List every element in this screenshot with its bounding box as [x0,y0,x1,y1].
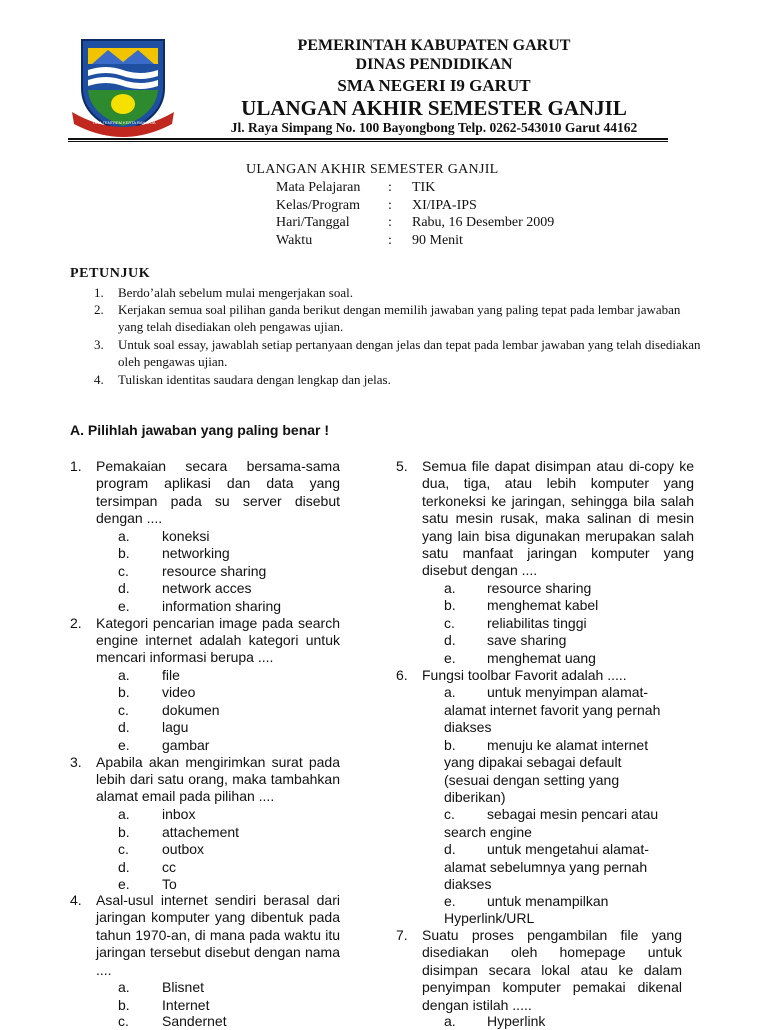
option-letter: c. [118,562,129,579]
option-text: gambar [162,736,210,753]
option-letter: c. [444,614,455,631]
option-letter: c. [444,806,455,822]
question-number: 2. [70,614,82,631]
option-letter: d. [118,858,130,875]
option-letter: e. [444,892,456,909]
question-number: 6. [396,666,408,683]
option-text: Sandernet [162,1013,227,1029]
instruction-text: Berdo’alah sebelum mulai mengerjakan soal. [118,285,354,300]
option-continuation: search engine [444,823,532,840]
question-number: 4. [70,892,82,908]
option-continuation: alamat sebelumnya yang pernah [444,858,648,875]
header-exam-title: ULANGAN AKHIR SEMESTER GANJIL [241,96,627,120]
section-a-title: A. Pilihlah jawaban yang paling benar ! [70,422,330,438]
option-text: untuk menyimpan alamat- [487,684,649,700]
option-text: lagu [162,719,189,735]
question-text: Pemakaian secara bersama-sama program aplikasi dan data yang tersimpan pada su server disebut dengan .... [96,458,340,527]
option-letter: c. [118,701,129,718]
instruction-text: Untuk soal essay, jawablah setiap pertanyaan dengan jelas dan tepat pada lembar jawaban yang telah disediakan oleh pengawas ujian. [118,337,701,369]
option-text: Blisnet [162,979,205,995]
instruction-text: Tuliskan identitas saudara dengan lengkap dan jelas. [118,372,391,387]
header-school: SMA NEGERI I9 GARUT [337,76,531,95]
option-letter: c. [118,841,129,857]
option-text: menghemat uang [487,649,596,666]
header-department: DINAS PENDIDIKAN [355,56,513,73]
info-colon: : [388,197,392,213]
option-text: menghemat kabel [487,597,599,613]
option-text: koneksi [162,527,210,544]
option-text: video [162,684,196,700]
question-text: Asal-usul internet sendiri berasal dari jaringan komputer yang dibentuk pada tahun 1970-an, di mana pada waktu itu jaringan tersebut disebut dengan nama .... [96,892,340,978]
info-value: Rabu, 16 Desember 2009 [412,215,555,230]
instruction-number: 1. [94,285,104,300]
option-continuation: Hyperlink/URL [444,910,535,926]
question-number: 5. [396,458,408,474]
option-letter: b. [118,823,130,840]
option-letter: b. [118,996,130,1013]
info-colon: : [388,180,392,195]
question-number: 3. [70,753,82,770]
option-letter: a. [444,579,456,596]
question-number: 1. [70,458,82,474]
option-text: dokumen [162,701,220,718]
option-letter: a. [444,1013,456,1029]
option-letter: a. [444,684,456,700]
question-number: 7. [396,927,408,943]
option-continuation: diakses [444,876,492,892]
option-text: information sharing [162,597,282,614]
option-text: To [162,876,177,892]
info-label: Mata Pelajaran [276,180,361,195]
option-letter: b. [118,545,130,561]
option-continuation: diakses [444,719,492,735]
option-letter: b. [444,597,456,613]
option-letter: b. [444,736,456,753]
option-letter: d. [118,580,130,596]
option-text: networking [162,545,230,561]
option-text: attachement [162,823,240,840]
option-text: reliabilitas tinggi [487,614,587,631]
option-text: outbox [162,841,205,857]
info-label: Waktu [276,232,313,248]
option-text: untuk menampilkan [487,892,609,909]
option-text: menuju ke alamat internet [487,736,649,753]
logo-motto: TATA TENTREM KERTA RAHARJA [92,120,156,125]
option-letter: a. [118,666,130,683]
option-text: inbox [162,806,196,822]
info-colon: : [388,232,392,248]
option-text: Hyperlink [487,1013,546,1029]
header-address: Jl. Raya Simpang No. 100 Bayongbong Telp. 0262-543010 Garut 44162 [230,120,638,135]
option-letter: e. [118,597,130,614]
option-text: untuk mengetahui alamat- [487,841,649,857]
info-value: 90 Menit [412,232,463,248]
instruction-number: 2. [94,302,104,317]
option-text: sebagai mesin pencari atau [487,806,659,822]
option-text: cc [162,858,176,875]
option-continuation: yang dipakai sebagai default [444,754,622,770]
option-continuation: alamat internet favorit yang pernah [444,701,661,718]
instruction-number: 3. [94,337,104,352]
option-text: resource sharing [487,579,592,596]
instruction-text: Kerjakan semua soal pilihan ganda berikut dengan memilih jawaban yang paling tepat pada lembar jawaban yang telah disediakan oleh pengawas ujian. [118,302,681,334]
question-text: Semua file dapat disimpan atau di-copy ke dua, tiga, atau lebih komputer yang terkoneksi ke jaringan, sehingga bila salah satu mesin rusak, maka salinan di mesin yang lain bisa digunakan merupakan salah satu manfaat jaringan komputer yang disebut dengan .... [422,458,694,579]
option-continuation: (sesuai dengan setting yang [444,771,620,788]
option-continuation: diberikan) [444,789,506,805]
instruction-number: 4. [94,372,104,387]
option-letter: e. [444,649,456,666]
option-letter: d. [444,632,456,648]
info-value: XI/IPA-IPS [412,197,477,213]
question-text: Fungsi toolbar Favorit adalah ..... [422,666,627,683]
question-text: Kategori pencarian image pada search engine internet adalah kategori untuk mencari informasi berupa .... [96,614,340,666]
option-letter: d. [444,841,456,857]
instructions-title: PETUNJUK [70,266,151,281]
school-logo [68,34,178,138]
info-value: TIK [412,180,436,195]
info-colon: : [388,215,392,230]
header-government: PEMERINTAH KABUPATEN GARUT [297,37,571,54]
option-text: resource sharing [162,562,267,579]
option-letter: a. [118,527,130,544]
option-letter: a. [118,806,130,822]
info-label: Kelas/Program [276,197,360,213]
option-letter: e. [118,876,130,892]
header-rule-thin [68,141,668,142]
question-text: Suatu proses pengambilan file yang disediakan oleh homepage untuk disimpan secara lokal atau ke dalam penyimpan komputer pemakai dikenal dengan istilah ..... [422,927,682,1013]
option-text: network acces [162,580,252,596]
option-letter: d. [118,719,130,735]
header-rule [68,138,668,140]
option-letter: a. [118,979,130,995]
option-text: save sharing [487,632,567,648]
question-text: Apabila akan mengirimkan surat pada lebih dari satu orang, maka tambahkan alamat email pada pilihan .... [96,753,340,805]
option-letter: e. [118,736,130,753]
option-letter: b. [118,684,130,700]
info-label: Hari/Tanggal [276,215,350,230]
option-text: file [162,666,180,683]
option-text: Internet [162,996,210,1013]
exam-title: ULANGAN AKHIR SEMESTER GANJIL [246,162,499,177]
option-letter: c. [118,1013,129,1029]
